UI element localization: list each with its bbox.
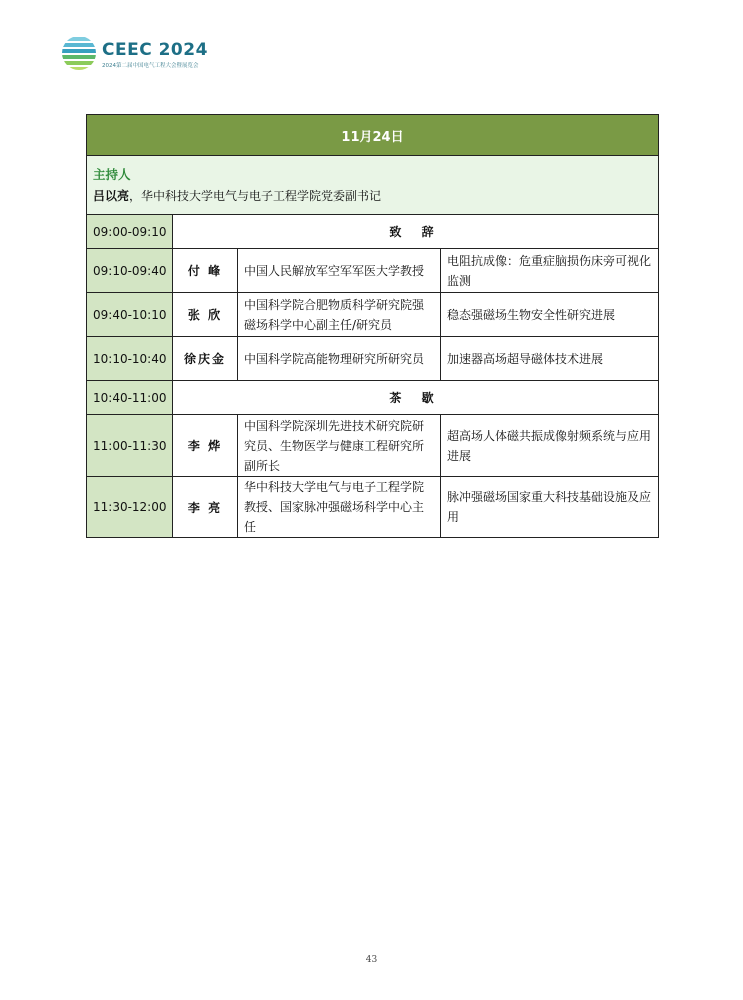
speaker-cell: 徐庆金: [173, 337, 238, 381]
speaker-cell: 李 亮: [173, 477, 238, 538]
time-cell: 11:30-12:00: [87, 477, 173, 538]
time-cell: 10:10-10:40: [87, 337, 173, 381]
session-title: 茶 歇: [173, 381, 659, 415]
logo-subtitle: 2024第二届中国电气工程大会暨展览会: [102, 63, 199, 69]
table-row: [87, 215, 659, 249]
topic-cell: 稳态强磁场生物安全性研究进展: [441, 293, 659, 337]
table-row: [87, 293, 659, 337]
host-row: [87, 156, 659, 215]
time-cell: 09:40-10:10: [87, 293, 173, 337]
speaker-cell: 李 烨: [173, 415, 238, 477]
speaker-cell: 张 欣: [173, 293, 238, 337]
schedule-table: [86, 114, 659, 538]
affiliation-cell: 中国科学院深圳先进技术研究院研究员、生物医学与健康工程研究所副所长: [238, 415, 441, 477]
host-title: 华中科技大学电气与电子工程学院党委副书记: [141, 189, 382, 203]
table-row: [87, 477, 659, 538]
host-separator: ，: [129, 189, 142, 203]
topic-cell: 超高场人体磁共振成像射频系统与应用进展: [441, 415, 659, 477]
topic-cell: 电阻抗成像：危重症脑损伤床旁可视化监测: [441, 249, 659, 293]
time-cell: 09:00-09:10: [87, 215, 173, 249]
affiliation-cell: 中国人民解放军空军军医大学教授: [238, 249, 441, 293]
time-cell: 10:40-11:00: [87, 381, 173, 415]
ceec-logo: [60, 34, 210, 74]
time-cell: 09:10-09:40: [87, 249, 173, 293]
topic-cell: 脉冲强磁场国家重大科技基础设施及应用: [441, 477, 659, 538]
affiliation-cell: 中国科学院合肥物质科学研究院强磁场科学中心副主任/研究员: [238, 293, 441, 337]
ceec-globe-icon: [60, 34, 98, 72]
host-name: 吕以亮: [93, 189, 130, 203]
affiliation-cell: 华中科技大学电气与电子工程学院教授、国家脉冲强磁场科学中心主任: [238, 477, 441, 538]
table-row: [87, 381, 659, 415]
affiliation-cell: 中国科学院高能物理研究所研究员: [238, 337, 441, 381]
date-header: 11月24日: [87, 115, 659, 156]
host-line: [93, 186, 652, 206]
time-cell: 11:00-11:30: [87, 415, 173, 477]
session-title: 致 辞: [173, 215, 659, 249]
host-label: 主持人: [93, 167, 131, 182]
table-row: [87, 415, 659, 477]
table-row: [87, 249, 659, 293]
logo-title: CEEC 2024: [102, 40, 208, 60]
table-row: [87, 337, 659, 381]
page-number: 43: [365, 955, 378, 965]
date-header-row: [87, 115, 659, 156]
speaker-cell: 付 峰: [173, 249, 238, 293]
topic-cell: 加速器高场超导磁体技术进展: [441, 337, 659, 381]
host-cell: [87, 156, 659, 215]
